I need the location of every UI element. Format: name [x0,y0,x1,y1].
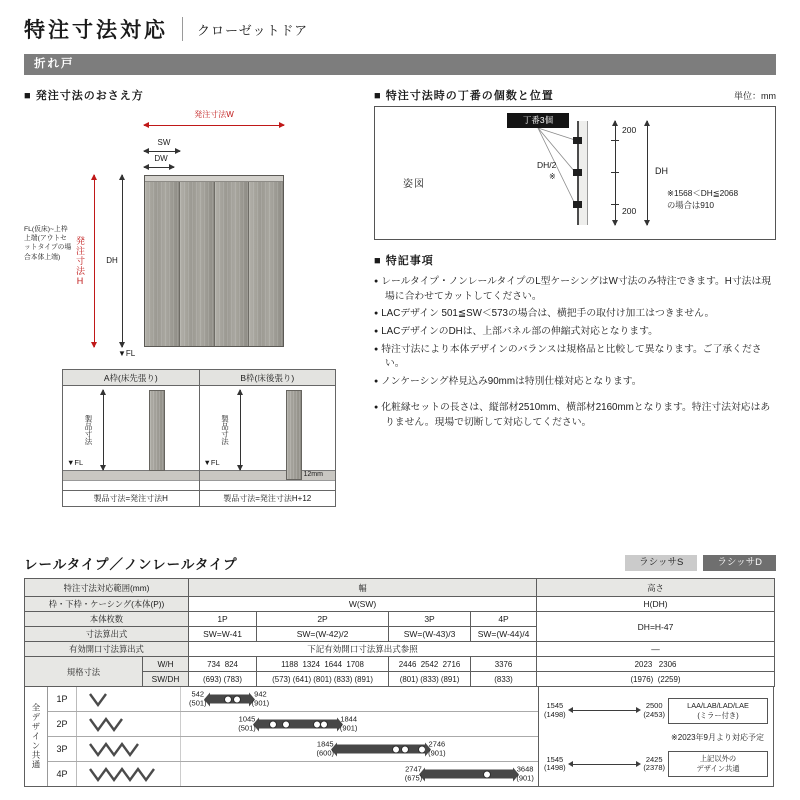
dim-dw-label: DW [154,154,168,163]
dim-h-note: FL(仮床)~上枠上端(アウトセットタイプの場合本体上端) [24,226,72,261]
note-item: ● LACデザインのDHは、上部パネル部の伸縮式対応となります。 [374,325,776,340]
standard-size-dot [483,770,491,778]
standard-size-dot [269,720,277,728]
swdh-label-cell: SW/DH [143,672,189,687]
height-formula-cell: DH=H-47 [537,612,775,642]
order-dimension-column [24,87,360,507]
folding-door-icon [87,691,109,708]
folding-door-icon [87,766,157,783]
folding-door-icon-cell [77,762,181,786]
panel-count-cell: 1P [189,612,257,627]
wh-values-cell: 3376 [471,657,537,672]
width-range-track [181,712,538,736]
dim-w-arrow [144,125,284,126]
folding-door-icon-cell [77,712,181,736]
height-range-row [544,691,768,731]
wh-values-cell: 2446 2542 2716 [389,657,471,672]
notes-section-title: ■ 特記事項 [374,255,434,267]
dim-dh-arrow [122,175,123,347]
design-group-box: LAA/LAB/LAD/LAE (ミラー付き) [668,698,768,724]
width-range-rows [48,687,538,786]
dim-top-200: 200 [622,125,637,135]
series-tag: ラシッサS [625,555,697,570]
formula-cell: SW=(W-42)/2 [257,627,389,642]
door-panel [179,182,214,346]
dim-dh-label: DH [106,256,118,265]
panel-count-label: 2P [48,712,77,736]
series-tag: ラシッサD [703,555,776,570]
width-range-row [48,687,538,712]
title-divider [182,17,183,41]
height-swdh-cell: (1976) (2259) [537,672,775,687]
opening-label-cell: 有効開口寸法算出式 [25,642,189,657]
door-panel [248,182,283,346]
series-tags [625,555,776,570]
folding-door-icon-cell [77,687,181,711]
range-bar [259,720,337,729]
formula-cell: SW=(W-43)/3 [389,627,471,642]
panel-count-cell: 3P [389,612,471,627]
range-arrow [573,710,637,711]
height-header-cell: 高さ [537,579,775,597]
door-leaf-section [149,390,165,471]
fl-marker: ▼FL [67,458,84,467]
door-panel [214,182,249,346]
hinge-section-title: ■ 特注寸法時の丁番の個数と位置 [374,90,554,102]
order-section-title: ■ 発注寸法のおさえ方 [24,90,144,102]
folding-door-icon-cell [77,737,181,761]
hinge-dim-chain [615,121,616,225]
range-bar [425,770,513,779]
design-group-box: 上記以外の デザイン共通 [668,751,768,777]
frame-b-diagram [199,370,336,506]
range-min-label: 542 (501) [189,689,207,707]
width-range-row [48,737,538,762]
folding-door-elevation [144,175,284,347]
hinge-position-diagram [374,106,776,240]
support-schedule-note: ※2023年9月より対応予定 [671,732,764,742]
notes-list [374,275,776,430]
range-arrow [573,764,637,765]
range-sublabel-cell: 枠・下枠・ケーシング(本体(P)) [25,597,189,612]
all-design-side-label: 全デザイン共通 [25,687,48,786]
panels-label-cell: 本体枚数 [25,612,189,627]
width-range-row [48,762,538,786]
standard-size-dot [282,720,290,728]
folding-door-icon [87,716,125,733]
spec-table [24,578,775,687]
range-min-label: 2747 (675) [404,764,423,782]
width-range-track [181,762,538,786]
dim-dh-overall-arrow [647,121,648,225]
range-min-label: 1545 (1498) [544,701,566,719]
width-header-cell: 幅 [189,579,537,597]
standard-label-cell: 規格寸法 [25,657,143,687]
frame-b-formula: 製品寸法=発注寸法H+12 [200,490,336,506]
note-item: ● 化粧縁セットの長さは、縦部材2510mm、横部材2160mmとなります。特注寸法対応はありません。現場で切断して対応してください。 [374,401,776,430]
swdh-values-cell: (801) (833) (891) [389,672,471,687]
range-min-label: 1545 (1498) [544,754,566,773]
page-subtitle: クローゼットドア [197,22,309,38]
size-range-chart [24,687,774,787]
range-max-label: 2425 (2378) [643,754,665,773]
main-content [24,87,776,507]
swdh-values-cell: (573) (641) (801) (833) (891) [257,672,389,687]
range-max-label: 942 (901) [251,689,270,707]
hinge-icon [573,201,582,208]
floor-strip [63,470,199,481]
dim-dh-overall-label: DH [655,166,668,176]
fl-marker: ▼FL [118,349,136,358]
standard-size-dot [224,695,232,703]
panel-count-label: 1P [48,687,77,711]
dim-mid-dh2: DH/2 [537,160,557,170]
standard-size-dot [401,745,409,753]
dim-mid-asterisk: ※ [549,172,556,181]
range-max-label: 2500 (2453) [643,701,665,719]
height-wh-cell: 2023 2306 [537,657,775,672]
range-min-label: 1045 (501) [238,714,256,732]
hinge-icon [573,169,582,176]
range-label-cell: 特注寸法対応範囲(mm) [25,579,189,597]
door-panels [145,182,283,346]
note-item: ● LACデザイン 501≦SW＜573の場合は、横把手の取付け加工はつきません。 [374,307,776,322]
hinge-note: ※1568＜DH≦2068 の場合は910 [667,188,739,211]
page-header [0,0,800,50]
height-range-area [538,687,773,786]
standard-size-dot [233,695,241,703]
product-dim-arrow [240,390,241,470]
dim-bottom-200: 200 [622,206,637,216]
frame-b-header: B枠(床後張り) [200,370,336,386]
panel-count-label: 3P [48,737,77,761]
panel-count-cell: 4P [471,612,537,627]
range-bar [337,745,425,754]
standard-size-dot [392,745,400,753]
order-dimension-diagram [24,107,360,359]
opening-value-cell: 下記有効開口寸法算出式参照 [189,642,537,657]
frame-diagrams [62,369,336,507]
wh-label-cell: W/H [143,657,189,672]
product-dim-label: 製品寸法 [84,415,93,445]
formula-cell: SW=W-41 [189,627,257,642]
product-dim-arrow [103,390,104,470]
formula-cell: SW=(W-44)/4 [471,627,537,642]
frame-a-header: A枠(床先張り) [63,370,199,386]
gap-12mm-label: 12mm [303,471,323,478]
width-range-row [48,712,538,737]
folding-door-icon [87,741,141,758]
height-range-row [544,745,768,785]
dim-w-label: 発注寸法W [194,110,234,119]
dim-sw-arrow [144,151,180,152]
page-title: 特注寸法対応 [24,19,168,42]
dim-dw-arrow [144,167,174,168]
range-min-label: 1845 (600) [316,739,335,757]
door-leaf-section [286,390,302,480]
width-range-track [181,687,538,711]
range-bar [210,695,249,704]
note-item: ● 特注寸法により本体デザインのバランスは規格品と比較して異なります。ご了承ください。 [374,343,776,372]
note-item: ● ノンケーシング枠見込み90mmは特別仕様対応となります。 [374,375,776,390]
dim-sw-label: SW [157,138,171,147]
hinge-count-badge: 丁番3個 [507,113,569,128]
range-max-label: 3648 (901) [516,764,534,782]
panel-count-label: 4P [48,762,77,786]
range-max-label: 1844 (901) [339,714,358,732]
note-item: ● レールタイプ・ノンレールタイプのL型ケーシングはW寸法のみ特注できます。H寸法は現場に合わせてカットしてください。 [374,275,776,304]
fl-marker: ▼FL [203,458,220,467]
rail-type-section [24,553,776,787]
height-subheader-cell: H(DH) [537,597,775,612]
dim-h-label: 発注寸法H [75,235,85,287]
standard-size-dot [320,720,328,728]
width-range-track [181,737,538,761]
formula-label-cell: 寸法算出式 [25,627,189,642]
panel-count-cell: 2P [257,612,389,627]
dim-h-arrow [94,175,95,347]
range-max-label: 2746 (901) [428,739,446,757]
category-bar: 折れ戸 [24,54,776,75]
swdh-values-cell: (833) [471,672,537,687]
wh-values-cell: 1188 1324 1644 1708 [257,657,389,672]
hinge-and-notes-column [374,87,776,507]
product-dim-label: 製品寸法 [220,415,230,445]
unit-label: 単位：mm [734,91,776,101]
frame-a-diagram [63,370,199,506]
swdh-values-cell: (693) (783) [189,672,257,687]
rail-type-title: レールタイプ／ノンレールタイプ [24,557,238,572]
door-panel [145,182,179,346]
frame-a-formula: 製品寸法=発注寸法H [63,490,199,506]
wh-values-cell: 734 824 [189,657,257,672]
width-subheader-cell: W(SW) [189,597,537,612]
front-view-label: 姿図 [403,179,425,190]
hinge-icon [573,137,582,144]
opening-height-cell: — [537,642,775,657]
